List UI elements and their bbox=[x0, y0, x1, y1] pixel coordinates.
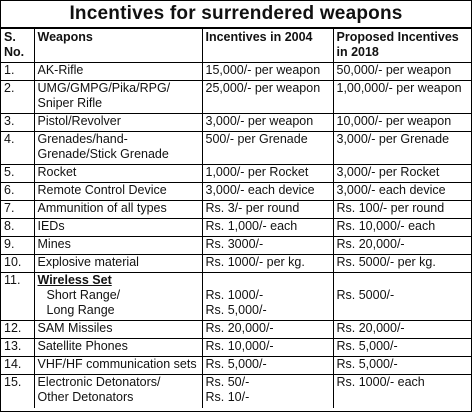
incentive-2018-text: Rs. 5000/- bbox=[336, 288, 395, 302]
cell-incentive-2018 bbox=[333, 201, 471, 219]
header-2018-line: Proposed Incentives bbox=[336, 30, 459, 44]
incentive-2018-text bbox=[337, 390, 469, 405]
cell-incentive-2018 bbox=[333, 114, 471, 132]
cell-sno bbox=[1, 255, 34, 273]
header-weapons: Weapons bbox=[34, 29, 202, 63]
incentives-table bbox=[1, 28, 471, 408]
cell-incentive-2004 bbox=[202, 237, 333, 255]
cell-incentive-2018 bbox=[333, 132, 471, 165]
table-row bbox=[1, 375, 471, 408]
sno-text: 1. bbox=[4, 63, 15, 77]
weapon-text: Short Range/ bbox=[46, 288, 121, 302]
cell-weapon bbox=[34, 255, 202, 273]
weapon-text: Sniper Rifle bbox=[37, 96, 103, 110]
incentive-2018-text: 3,000/- each device bbox=[336, 183, 446, 197]
incentive-2018-text: Rs. 20,000/- bbox=[336, 237, 405, 251]
incentive-2018-text bbox=[337, 273, 469, 288]
cell-weapon bbox=[34, 81, 202, 114]
table-row bbox=[1, 339, 471, 357]
sno-text: 3. bbox=[4, 114, 15, 128]
cell-incentive-2004 bbox=[202, 219, 333, 237]
cell-weapon bbox=[34, 201, 202, 219]
cell-incentive-2018 bbox=[333, 63, 471, 81]
table-row bbox=[1, 273, 471, 321]
incentive-2018-text: 3,000/- per Grenade bbox=[336, 132, 450, 146]
incentive-2004-text: Rs. 50/- bbox=[205, 375, 250, 389]
sno-text: 12. bbox=[4, 321, 22, 335]
cell-sno bbox=[1, 81, 34, 114]
table-row bbox=[1, 165, 471, 183]
cell-weapon bbox=[34, 339, 202, 357]
cell-weapon bbox=[34, 219, 202, 237]
cell-weapon bbox=[34, 321, 202, 339]
weapon-text: Electronic Detonators/ bbox=[37, 375, 161, 389]
table-row bbox=[1, 219, 471, 237]
header-2018-line: in 2018 bbox=[336, 45, 379, 59]
incentive-2004-text: Rs. 1,000/- each bbox=[205, 219, 298, 233]
cell-incentive-2018 bbox=[333, 357, 471, 375]
cell-sno bbox=[1, 219, 34, 237]
weapon-text: Grenades/hand- bbox=[37, 132, 128, 146]
incentive-2018-text: Rs. 5,000/- bbox=[336, 357, 398, 371]
weapon-text: VHF/HF communication sets bbox=[37, 357, 197, 371]
weapon-text: SAM Missiles bbox=[37, 321, 113, 335]
incentive-2004-text: Rs. 5,000/- bbox=[205, 303, 267, 317]
incentive-2018-text: Rs. 1000/- each bbox=[336, 375, 425, 389]
cell-incentive-2004 bbox=[202, 63, 333, 81]
cell-weapon bbox=[34, 237, 202, 255]
cell-incentive-2004 bbox=[202, 114, 333, 132]
cell-incentive-2018 bbox=[333, 273, 471, 321]
cell-incentive-2004 bbox=[202, 357, 333, 375]
cell-sno bbox=[1, 273, 34, 321]
cell-incentive-2018 bbox=[333, 339, 471, 357]
sno-text: 6. bbox=[4, 183, 15, 197]
weapon-text: Pistol/Revolver bbox=[37, 114, 121, 128]
cell-sno bbox=[1, 357, 34, 375]
incentive-2018-text: 1,00,000/- per weapon bbox=[336, 81, 462, 95]
cell-weapon bbox=[34, 183, 202, 201]
weapon-text: IEDs bbox=[37, 219, 65, 233]
incentive-2004-text: Rs. 3000/- bbox=[205, 237, 264, 251]
cell-incentive-2004 bbox=[202, 375, 333, 408]
incentive-2018-text: Rs. 10,000/- each bbox=[336, 219, 436, 233]
header-incentives-2004: Incentives in 2004 bbox=[202, 29, 333, 63]
table-row bbox=[1, 255, 471, 273]
table-row bbox=[1, 114, 471, 132]
header-sno bbox=[1, 29, 34, 63]
cell-incentive-2018 bbox=[333, 237, 471, 255]
cell-sno bbox=[1, 237, 34, 255]
incentive-2018-text: Rs. 5,000/- bbox=[336, 339, 398, 353]
weapon-text: Wireless Set bbox=[37, 273, 112, 287]
cell-weapon bbox=[34, 132, 202, 165]
sno-text: 11. bbox=[4, 273, 21, 287]
incentive-2004-text: 15,000/- per weapon bbox=[205, 63, 321, 77]
incentive-2004-text: Rs. 10,000/- bbox=[205, 339, 274, 353]
incentive-2004-text bbox=[206, 273, 330, 288]
cell-incentive-2004 bbox=[202, 201, 333, 219]
table-row bbox=[1, 183, 471, 201]
cell-incentive-2004 bbox=[202, 132, 333, 165]
incentive-2018-text: 50,000/- per weapon bbox=[336, 63, 452, 77]
cell-incentive-2018 bbox=[333, 165, 471, 183]
cell-sno bbox=[1, 132, 34, 165]
sno-text: 9. bbox=[4, 237, 15, 251]
incentive-2004-text: Rs. 5,000/- bbox=[205, 357, 267, 371]
weapon-text: Ammunition of all types bbox=[37, 201, 167, 215]
cell-incentive-2004 bbox=[202, 183, 333, 201]
cell-sno bbox=[1, 375, 34, 408]
cell-incentive-2004 bbox=[202, 321, 333, 339]
incentive-2004-text: Rs. 20,000/- bbox=[205, 321, 274, 335]
cell-incentive-2018 bbox=[333, 255, 471, 273]
incentive-2018-text: 10,000/- per weapon bbox=[336, 114, 452, 128]
table-header-row bbox=[1, 29, 471, 63]
table-row bbox=[1, 201, 471, 219]
header-sno-line: No. bbox=[4, 45, 25, 59]
sno-text: 14. bbox=[4, 357, 22, 371]
incentive-2018-text: Rs. 5000/- per kg. bbox=[336, 255, 436, 269]
header-sno-line: S. bbox=[4, 30, 16, 44]
incentive-2004-text: 3,000/- each device bbox=[205, 183, 315, 197]
sno-text: 13. bbox=[4, 339, 22, 353]
header-incentives-2018 bbox=[333, 29, 471, 63]
sno-text: 8. bbox=[4, 219, 15, 233]
incentive-2004-text: Rs. 10/- bbox=[205, 390, 250, 404]
sno-text: 10. bbox=[4, 255, 22, 269]
cell-weapon bbox=[34, 375, 202, 408]
incentive-2018-text: Rs. 20,000/- bbox=[336, 321, 405, 335]
sno-text: 2. bbox=[4, 81, 15, 95]
cell-sno bbox=[1, 63, 34, 81]
weapon-text: AK-Rifle bbox=[37, 63, 84, 77]
incentive-2018-text: Rs. 100/- per round bbox=[336, 201, 445, 215]
weapon-text: Grenade/Stick Grenade bbox=[37, 147, 169, 161]
cell-incentive-2018 bbox=[333, 81, 471, 114]
cell-sno bbox=[1, 201, 34, 219]
sno-text: 4. bbox=[4, 132, 15, 146]
table-row bbox=[1, 132, 471, 165]
table-row bbox=[1, 321, 471, 339]
cell-sno bbox=[1, 114, 34, 132]
cell-incentive-2018 bbox=[333, 375, 471, 408]
table-row bbox=[1, 81, 471, 114]
weapon-text: UMG/GMPG/Pika/RPG/ bbox=[37, 81, 171, 95]
cell-incentive-2004 bbox=[202, 339, 333, 357]
sno-text: 7. bbox=[4, 201, 15, 215]
cell-sno bbox=[1, 321, 34, 339]
weapon-text: Explosive material bbox=[37, 255, 139, 269]
weapon-text: Remote Control Device bbox=[37, 183, 167, 197]
cell-incentive-2004 bbox=[202, 273, 333, 321]
incentive-2018-text bbox=[337, 303, 469, 318]
cell-incentive-2004 bbox=[202, 255, 333, 273]
cell-sno bbox=[1, 183, 34, 201]
cell-sno bbox=[1, 339, 34, 357]
weapon-text: Satellite Phones bbox=[37, 339, 128, 353]
incentive-2004-text: 3,000/- per weapon bbox=[205, 114, 314, 128]
document-title: Incentives for surrendered weapons bbox=[1, 1, 471, 28]
cell-weapon bbox=[34, 273, 202, 321]
cell-weapon bbox=[34, 357, 202, 375]
cell-weapon bbox=[34, 114, 202, 132]
incentive-2018-text: 3,000/- per Rocket bbox=[336, 165, 440, 179]
sno-text: 5. bbox=[4, 165, 15, 179]
cell-incentive-2018 bbox=[333, 219, 471, 237]
incentive-2004-text: 1,000/- per Rocket bbox=[205, 165, 309, 179]
cell-incentive-2018 bbox=[333, 321, 471, 339]
cell-incentive-2004 bbox=[202, 81, 333, 114]
cell-incentive-2004 bbox=[202, 165, 333, 183]
incentive-2004-text: Rs. 3/- per round bbox=[205, 201, 300, 215]
table-row bbox=[1, 237, 471, 255]
weapon-text: Rocket bbox=[37, 165, 77, 179]
weapon-text: Other Detonators bbox=[37, 390, 134, 404]
cell-weapon bbox=[34, 63, 202, 81]
table-row bbox=[1, 357, 471, 375]
cell-weapon bbox=[34, 165, 202, 183]
sno-text: 15. bbox=[4, 375, 22, 389]
cell-incentive-2018 bbox=[333, 183, 471, 201]
incentive-2004-text: Rs. 1000/- per kg. bbox=[205, 255, 305, 269]
incentive-2004-text: 500/- per Grenade bbox=[205, 132, 308, 146]
cell-sno bbox=[1, 165, 34, 183]
weapon-text: Mines bbox=[37, 237, 71, 251]
table-row bbox=[1, 63, 471, 81]
incentive-2004-text: Rs. 1000/- bbox=[205, 288, 264, 302]
weapon-text: Long Range bbox=[46, 303, 115, 317]
incentive-2004-text: 25,000/- per weapon bbox=[205, 81, 321, 95]
